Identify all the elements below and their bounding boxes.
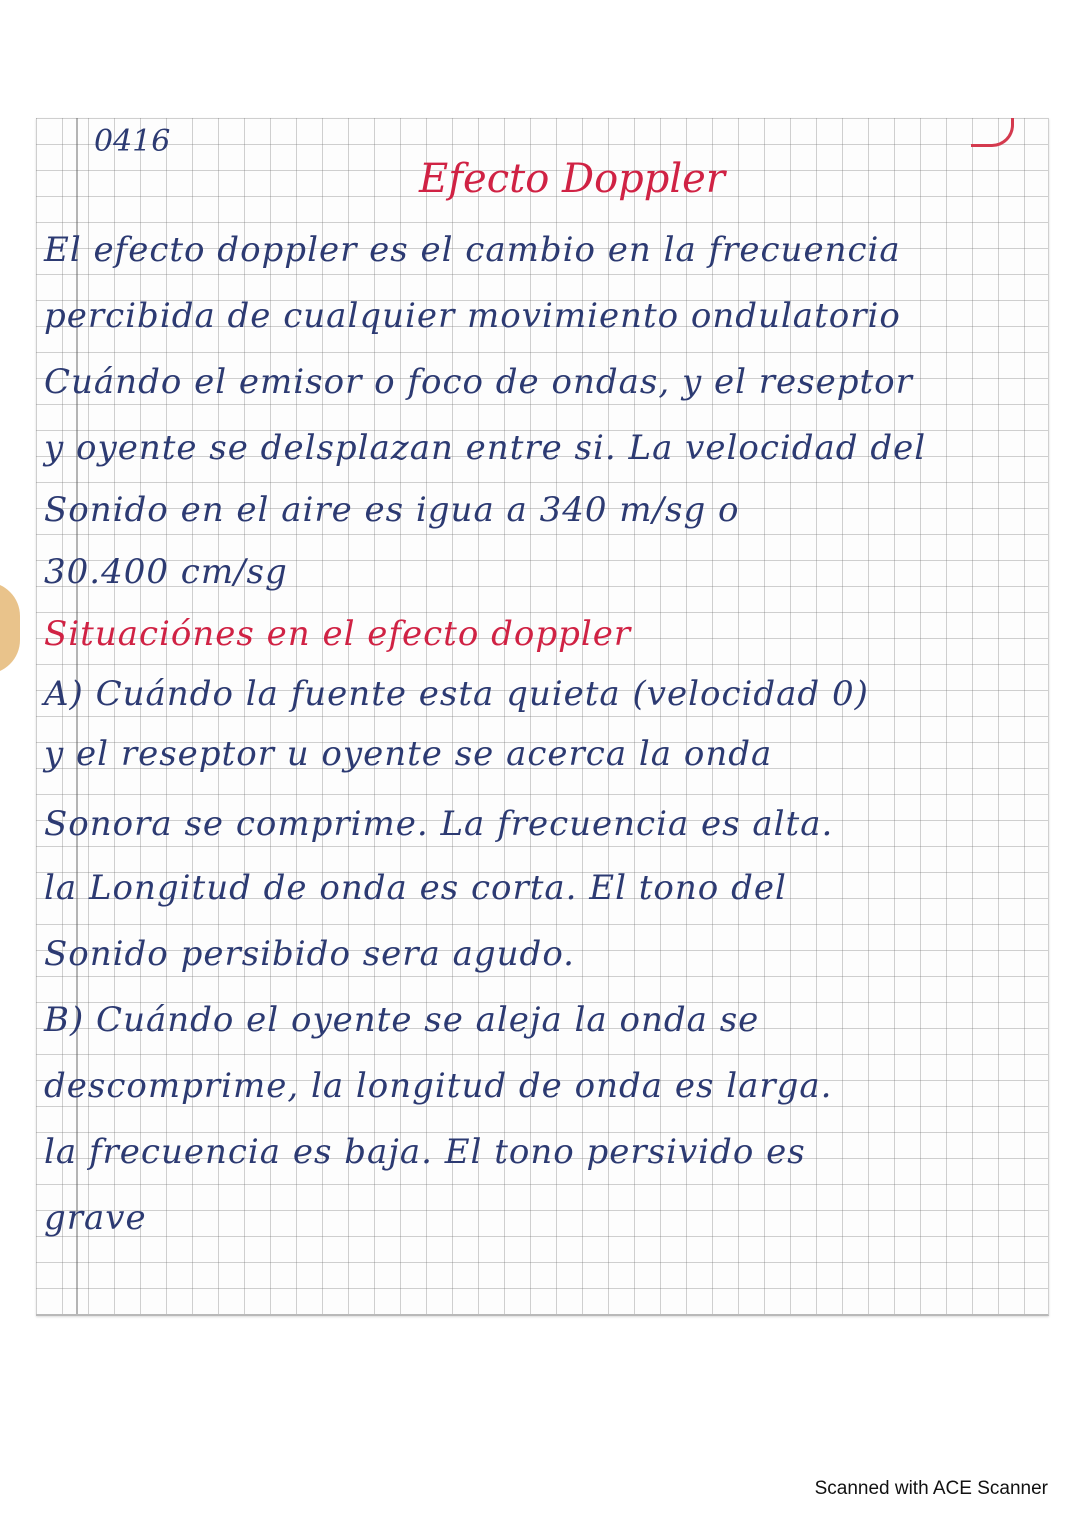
notebook-page — [36, 118, 1049, 1316]
situation-line: Sonido persibido sera agudo. — [44, 934, 575, 974]
page-number: 0416 — [94, 124, 171, 159]
situation-line: A) Cuándo la fuente esta quieta (velocidad 0) — [44, 674, 869, 714]
situation-line: grave — [44, 1198, 147, 1238]
corner-mark — [971, 118, 1014, 147]
scanner-watermark: Scanned with ACE Scanner — [814, 1478, 1048, 1499]
situation-line: Sonora se comprime. La frecuencia es alta. — [44, 804, 834, 844]
body-line: El efecto doppler es el cambio en la frecuencia — [44, 230, 901, 270]
body-line: y oyente se delsplazan entre si. La velocidad del — [44, 428, 927, 468]
section-title: Situaciónes en el efecto doppler — [44, 614, 632, 654]
body-line: Sonido en el aire es igua a 340 m/sg o — [44, 490, 740, 530]
situation-line: y el reseptor u oyente se acerca la onda — [44, 734, 773, 774]
situation-line: B) Cuándo el oyente se aleja la onda se — [44, 1000, 760, 1040]
situation-line: descomprime, la longitud de onda es larga. — [44, 1066, 833, 1106]
body-line: percibida de cualquier movimiento ondulatorio — [44, 296, 901, 336]
situation-line: la frecuencia es baja. El tono persivido es — [44, 1132, 806, 1172]
finger-shadow — [0, 582, 20, 674]
body-line: Cuándo el emisor o foco de ondas, y el reseptor — [44, 362, 913, 402]
situation-line: la Longitud de onda es corta. El tono del — [44, 868, 787, 908]
body-line: 30.400 cm/sg — [44, 552, 288, 592]
page-title: Efecto Doppler — [419, 156, 725, 202]
